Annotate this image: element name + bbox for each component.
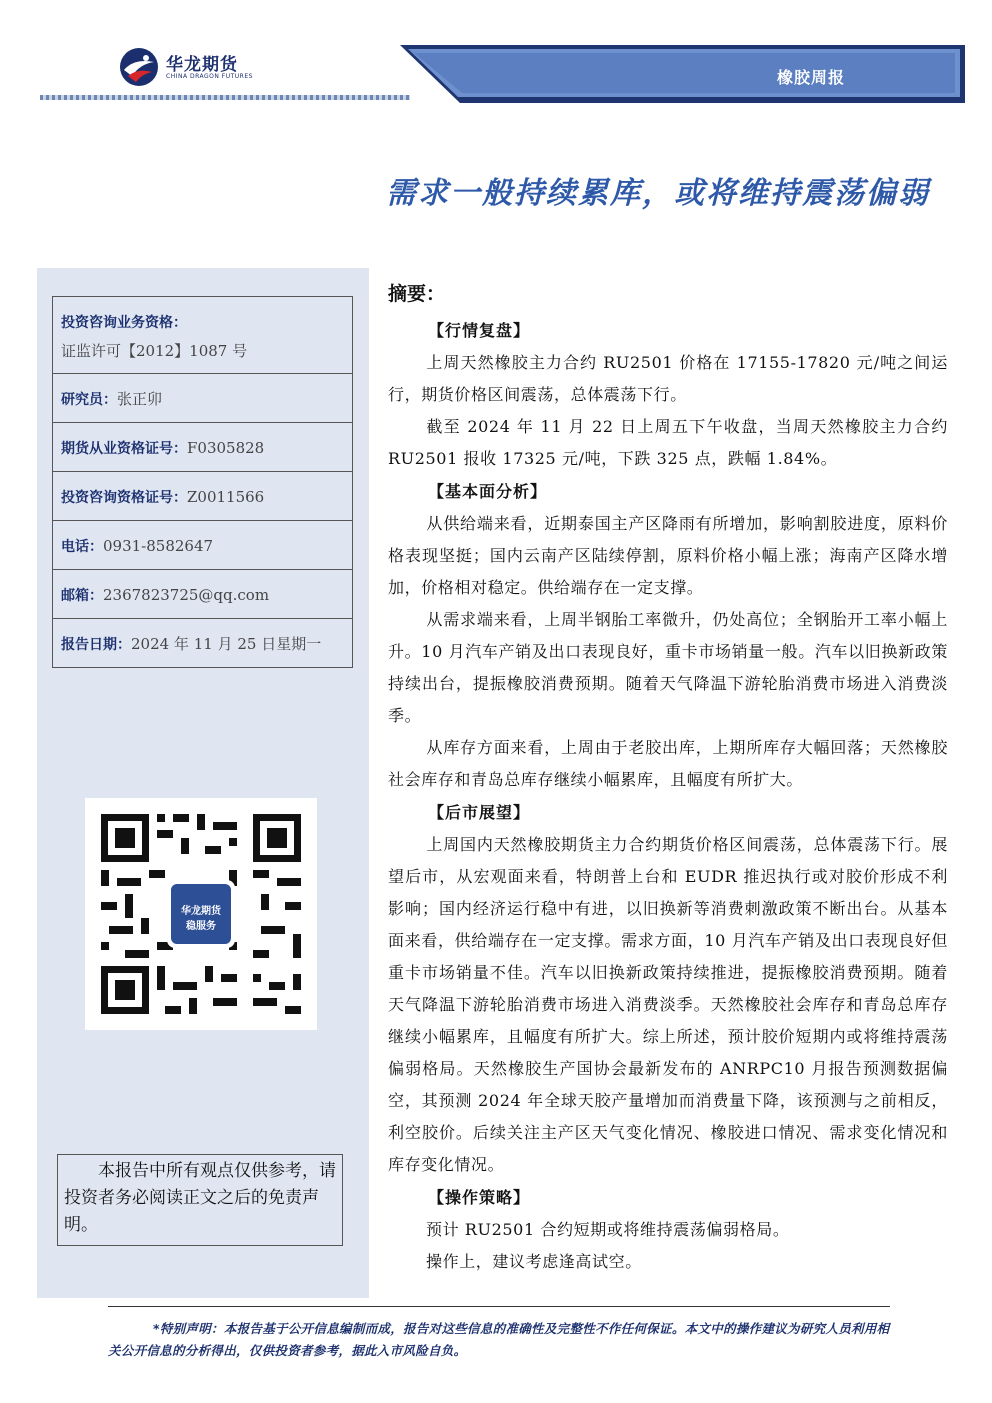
info-researcher	[53, 373, 352, 422]
info-label: 投资咨询资格证号：	[61, 490, 187, 506]
info-phone	[53, 520, 352, 569]
info-value: Z0011566	[187, 488, 265, 506]
header-dotted-line	[40, 95, 410, 100]
info-label: 投资咨询业务资格：	[61, 315, 187, 331]
section-heading-strategy: 【操作策略】	[428, 1188, 531, 1207]
info-label: 研究员：	[61, 392, 117, 408]
info-value: 2367823725@qq.com	[103, 586, 270, 604]
paragraph: 上周天然橡胶主力合约 RU2501 价格在 17155-17820 元/吨之间运行，期货价格区间震荡，总体震荡下行。	[388, 353, 948, 404]
info-label: 期货从业资格证号：	[61, 441, 187, 457]
main-content	[388, 280, 948, 1278]
qr-center-line2: 稳服务	[186, 921, 216, 932]
info-advisory-license	[53, 471, 352, 520]
logo-name-cn: 华龙期货	[166, 55, 238, 75]
section-heading-fundamentals: 【基本面分析】	[428, 482, 548, 501]
banner-label: 橡胶周报	[776, 68, 845, 87]
info-value: 0931-8582647	[103, 537, 214, 555]
info-value: 张正卯	[117, 390, 163, 408]
section-heading-market-review: 【行情复盘】	[428, 321, 531, 340]
dragon-logo-icon	[118, 46, 160, 88]
qr-center-line1: 华龙期货	[181, 906, 221, 917]
info-report-date	[53, 618, 352, 667]
info-label: 邮箱：	[61, 588, 103, 604]
qr-code	[85, 798, 317, 1030]
strategy-line: 预计 RU2501 合约短期或将维持震荡偏弱格局。	[426, 1220, 790, 1239]
company-logo	[118, 46, 268, 90]
paragraph: 上周国内天然橡胶期货主力合约期货价格区间震荡，总体震荡下行。展望后市，从宏观面来看，特朗普上台和 EUDR 推迟执行或对胶价形成不利影响；国内经济运行稳中有进，以旧换新等消费刺激政策不断出台。从基本面来看，供给端存在一定支撑。需求方面，10 月汽车产销及出口表现良好但重卡市场销量不佳。汽车以旧换新政策持续推进，提振橡胶消费预期。随着天气降温下游轮胎消费市场进入消费淡季。天然橡胶社会库存和青岛总库存继续小幅累库，且幅度有所扩大。综上所述，预计胶价短期内或将维持震荡偏弱格局。天然橡胶生产国协会最新发布的 ANRPC10 月报告预测数据偏空，其预测 2024 年全球天胶产量增加而消费量下降，该预测与之前相反，利空胶价。后续关注主产区天气变化情况、橡胶进口情况、需求变化情况和库存变化情况。	[388, 835, 948, 1174]
info-qualification	[53, 297, 352, 373]
info-value: 2024 年 11 月 25 日星期一	[131, 635, 322, 653]
sidebar-disclaimer: 本报告中所有观点仅供参考，请投资者务必阅读正文之后的免责声明。	[57, 1154, 343, 1246]
report-type-banner	[400, 45, 965, 105]
footer-statement: *特别声明：本报告基于公开信息编制而成，报告对这些信息的准确性及完整性不作任何保证。本文中的操作建议为研究人员利用相关公开信息的分析得出，仅供投资者参考，据此入市风险自负。	[108, 1321, 890, 1358]
info-value: F0305828	[187, 439, 265, 457]
paragraph: 截至 2024 年 11 月 22 日上周五下午收盘，当周天然橡胶主力合约 RU2501 报收 17325 元/吨，下跌 325 点，跌幅 1.84%。	[388, 417, 948, 468]
abstract-label: 摘要：	[388, 283, 446, 305]
info-label: 电话：	[61, 539, 103, 555]
report-title: 需求一般持续累库，或将维持震荡偏弱	[386, 176, 930, 211]
logo-name-en: CHINA DRAGON FUTURES	[166, 73, 253, 80]
info-value: 证监许可【2012】1087 号	[61, 342, 248, 360]
paragraph: 从需求端来看，上周半钢胎工率微升，仍处高位；全钢胎开工率小幅上升。10 月汽车产销及出口表现良好，重卡市场销量一般。汽车以旧换新政策持续出台，提振橡胶消费预期。随着天气降温下游轮胎消费市场进入消费淡季。	[388, 610, 948, 725]
section-heading-outlook: 【后市展望】	[428, 803, 531, 822]
info-email	[53, 569, 352, 618]
strategy-line: 操作上，建议考虑逢高试空。	[426, 1252, 642, 1271]
paragraph: 从供给端来看，近期泰国主产区降雨有所增加，影响割胶进度，原料价格表现坚挺；国内云南产区陆续停割，原料价格小幅上涨；海南产区降水增加，价格相对稳定。供给端存在一定支撑。	[388, 514, 948, 597]
info-futures-license	[53, 422, 352, 471]
analyst-info-table	[52, 296, 353, 668]
banner-shape	[400, 45, 965, 105]
sidebar	[37, 268, 369, 1298]
paragraph: 从库存方面来看，上周由于老胶出库，上期所库存大幅回落；天然橡胶社会库存和青岛总库存继续小幅累库，且幅度有所扩大。	[388, 738, 948, 789]
footer-divider	[108, 1306, 890, 1307]
info-label: 报告日期：	[61, 637, 131, 653]
qr-center-badge	[173, 904, 229, 934]
